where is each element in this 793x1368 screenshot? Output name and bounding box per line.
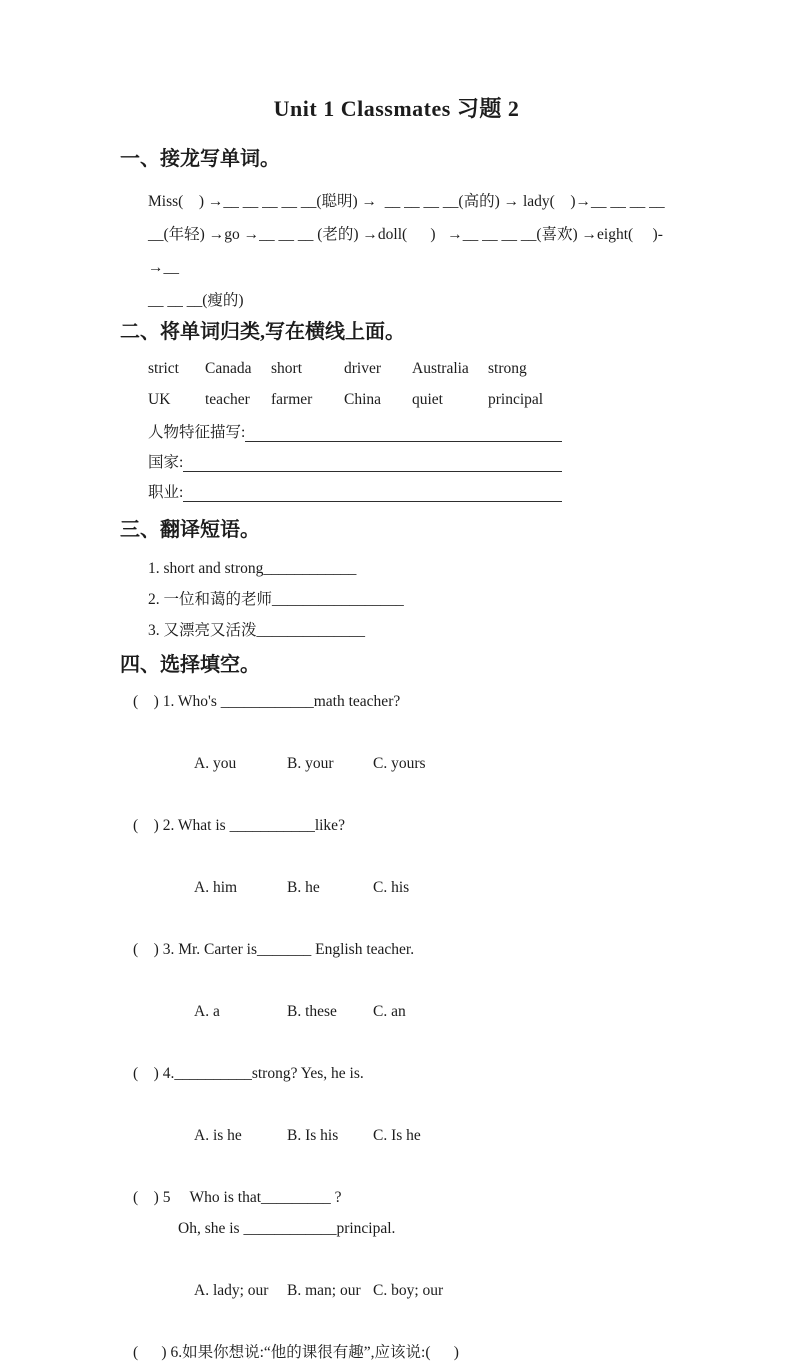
word-bank-item: Australia	[412, 360, 469, 377]
word-chain-line: Miss( ) →__ __ __ __ __(聪明) → __ __ __ __(高的) → lady( )→__ __ __ __	[148, 193, 665, 210]
question-prompt: ( ) 3. Mr. Carter is_______ English teacher.	[133, 941, 415, 958]
option-b: B. Is his	[287, 1127, 339, 1144]
quiz-question-2	[133, 810, 793, 934]
option-b: B. your	[287, 755, 334, 772]
word-bank-item: strict	[148, 360, 179, 377]
question-prompt: ( ) 2. What is ___________like?	[133, 817, 345, 834]
option-c: C. yours	[373, 755, 426, 772]
option-a: A. you	[194, 755, 237, 772]
answer-blank-line	[183, 478, 562, 502]
section-4-heading: 四、选择填空。	[120, 654, 260, 676]
translate-block	[148, 553, 793, 646]
quiz-question-6	[133, 1337, 793, 1368]
option-a: A. is he	[194, 1127, 242, 1144]
quiz-question-4	[133, 1058, 793, 1182]
section-1-heading: 一、接龙写单词。	[120, 148, 280, 170]
category-row	[148, 418, 562, 448]
word-bank-item: Canada	[205, 360, 252, 377]
translate-item: 1. short and strong____________	[148, 560, 357, 577]
quiz-question-3	[133, 934, 793, 1058]
question-prompt: ( ) 4.__________strong? Yes, he is.	[133, 1065, 364, 1082]
translate-item: 3. 又漂亮又活泼______________	[148, 622, 366, 639]
quiz-question-1	[133, 686, 793, 810]
word-chain-line: __ __ __(瘦的)	[148, 292, 244, 309]
question-options	[133, 841, 793, 934]
question-options	[133, 717, 793, 810]
category-lines	[148, 418, 562, 508]
word-bank-item: driver	[344, 360, 382, 377]
answer-blank-line	[183, 448, 562, 472]
question-prompt: ( ) 6.如果你想说:“他的课很有趣”,应该说:( )	[133, 1344, 459, 1361]
option-a: A. a	[194, 1003, 220, 1020]
page-title: Unit 1 Classmates 习题 2	[273, 96, 520, 121]
translate-item: 2. 一位和蔼的老师_________________	[148, 591, 404, 608]
question-options	[133, 965, 793, 1058]
word-bank-item: China	[344, 391, 382, 408]
word-bank-item: principal	[488, 391, 544, 408]
option-c: C. his	[373, 879, 410, 896]
option-b: B. he	[287, 879, 320, 896]
word-bank	[148, 353, 793, 415]
option-c: C. Is he	[373, 1127, 421, 1144]
word-bank-item: farmer	[271, 391, 313, 408]
section-2-heading: 二、将单词归类,写在横线上面。	[120, 321, 405, 343]
option-c: C. boy; our	[373, 1282, 444, 1299]
option-a: A. him	[194, 879, 238, 896]
word-bank-item: quiet	[412, 391, 443, 408]
category-label-countries: 国家:	[148, 454, 184, 471]
category-row	[148, 448, 562, 478]
option-c: C. an	[373, 1003, 406, 1020]
question-followup: Oh, she is ____________principal.	[178, 1220, 396, 1237]
question-prompt: ( ) 5 Who is that_________ ?	[133, 1189, 342, 1206]
word-bank-item: strong	[488, 360, 527, 377]
section-3-heading: 三、翻译短语。	[120, 519, 260, 541]
word-bank-item: teacher	[205, 391, 250, 408]
word-chain-block	[148, 185, 693, 317]
question-prompt: ( ) 1. Who's ____________math teacher?	[133, 693, 401, 710]
word-chain-line: __(年轻) →go →__ __ __ (老的) →doll( ) →__ __ __ __(喜欢) →eight( )- →__	[148, 226, 667, 276]
question-options	[133, 1089, 793, 1182]
quiz-block	[133, 686, 793, 1368]
quiz-question-5	[133, 1182, 793, 1337]
option-b: B. these	[287, 1003, 337, 1020]
category-row	[148, 478, 562, 508]
option-a: A. lady; our	[194, 1282, 269, 1299]
category-label-jobs: 职业:	[148, 484, 184, 501]
question-options	[133, 1244, 793, 1337]
word-bank-item: UK	[148, 391, 171, 408]
word-bank-item: short	[271, 360, 302, 377]
category-label-traits: 人物特征描写:	[148, 424, 246, 441]
option-b: B. man; our	[287, 1282, 361, 1299]
answer-blank-line	[245, 418, 562, 442]
